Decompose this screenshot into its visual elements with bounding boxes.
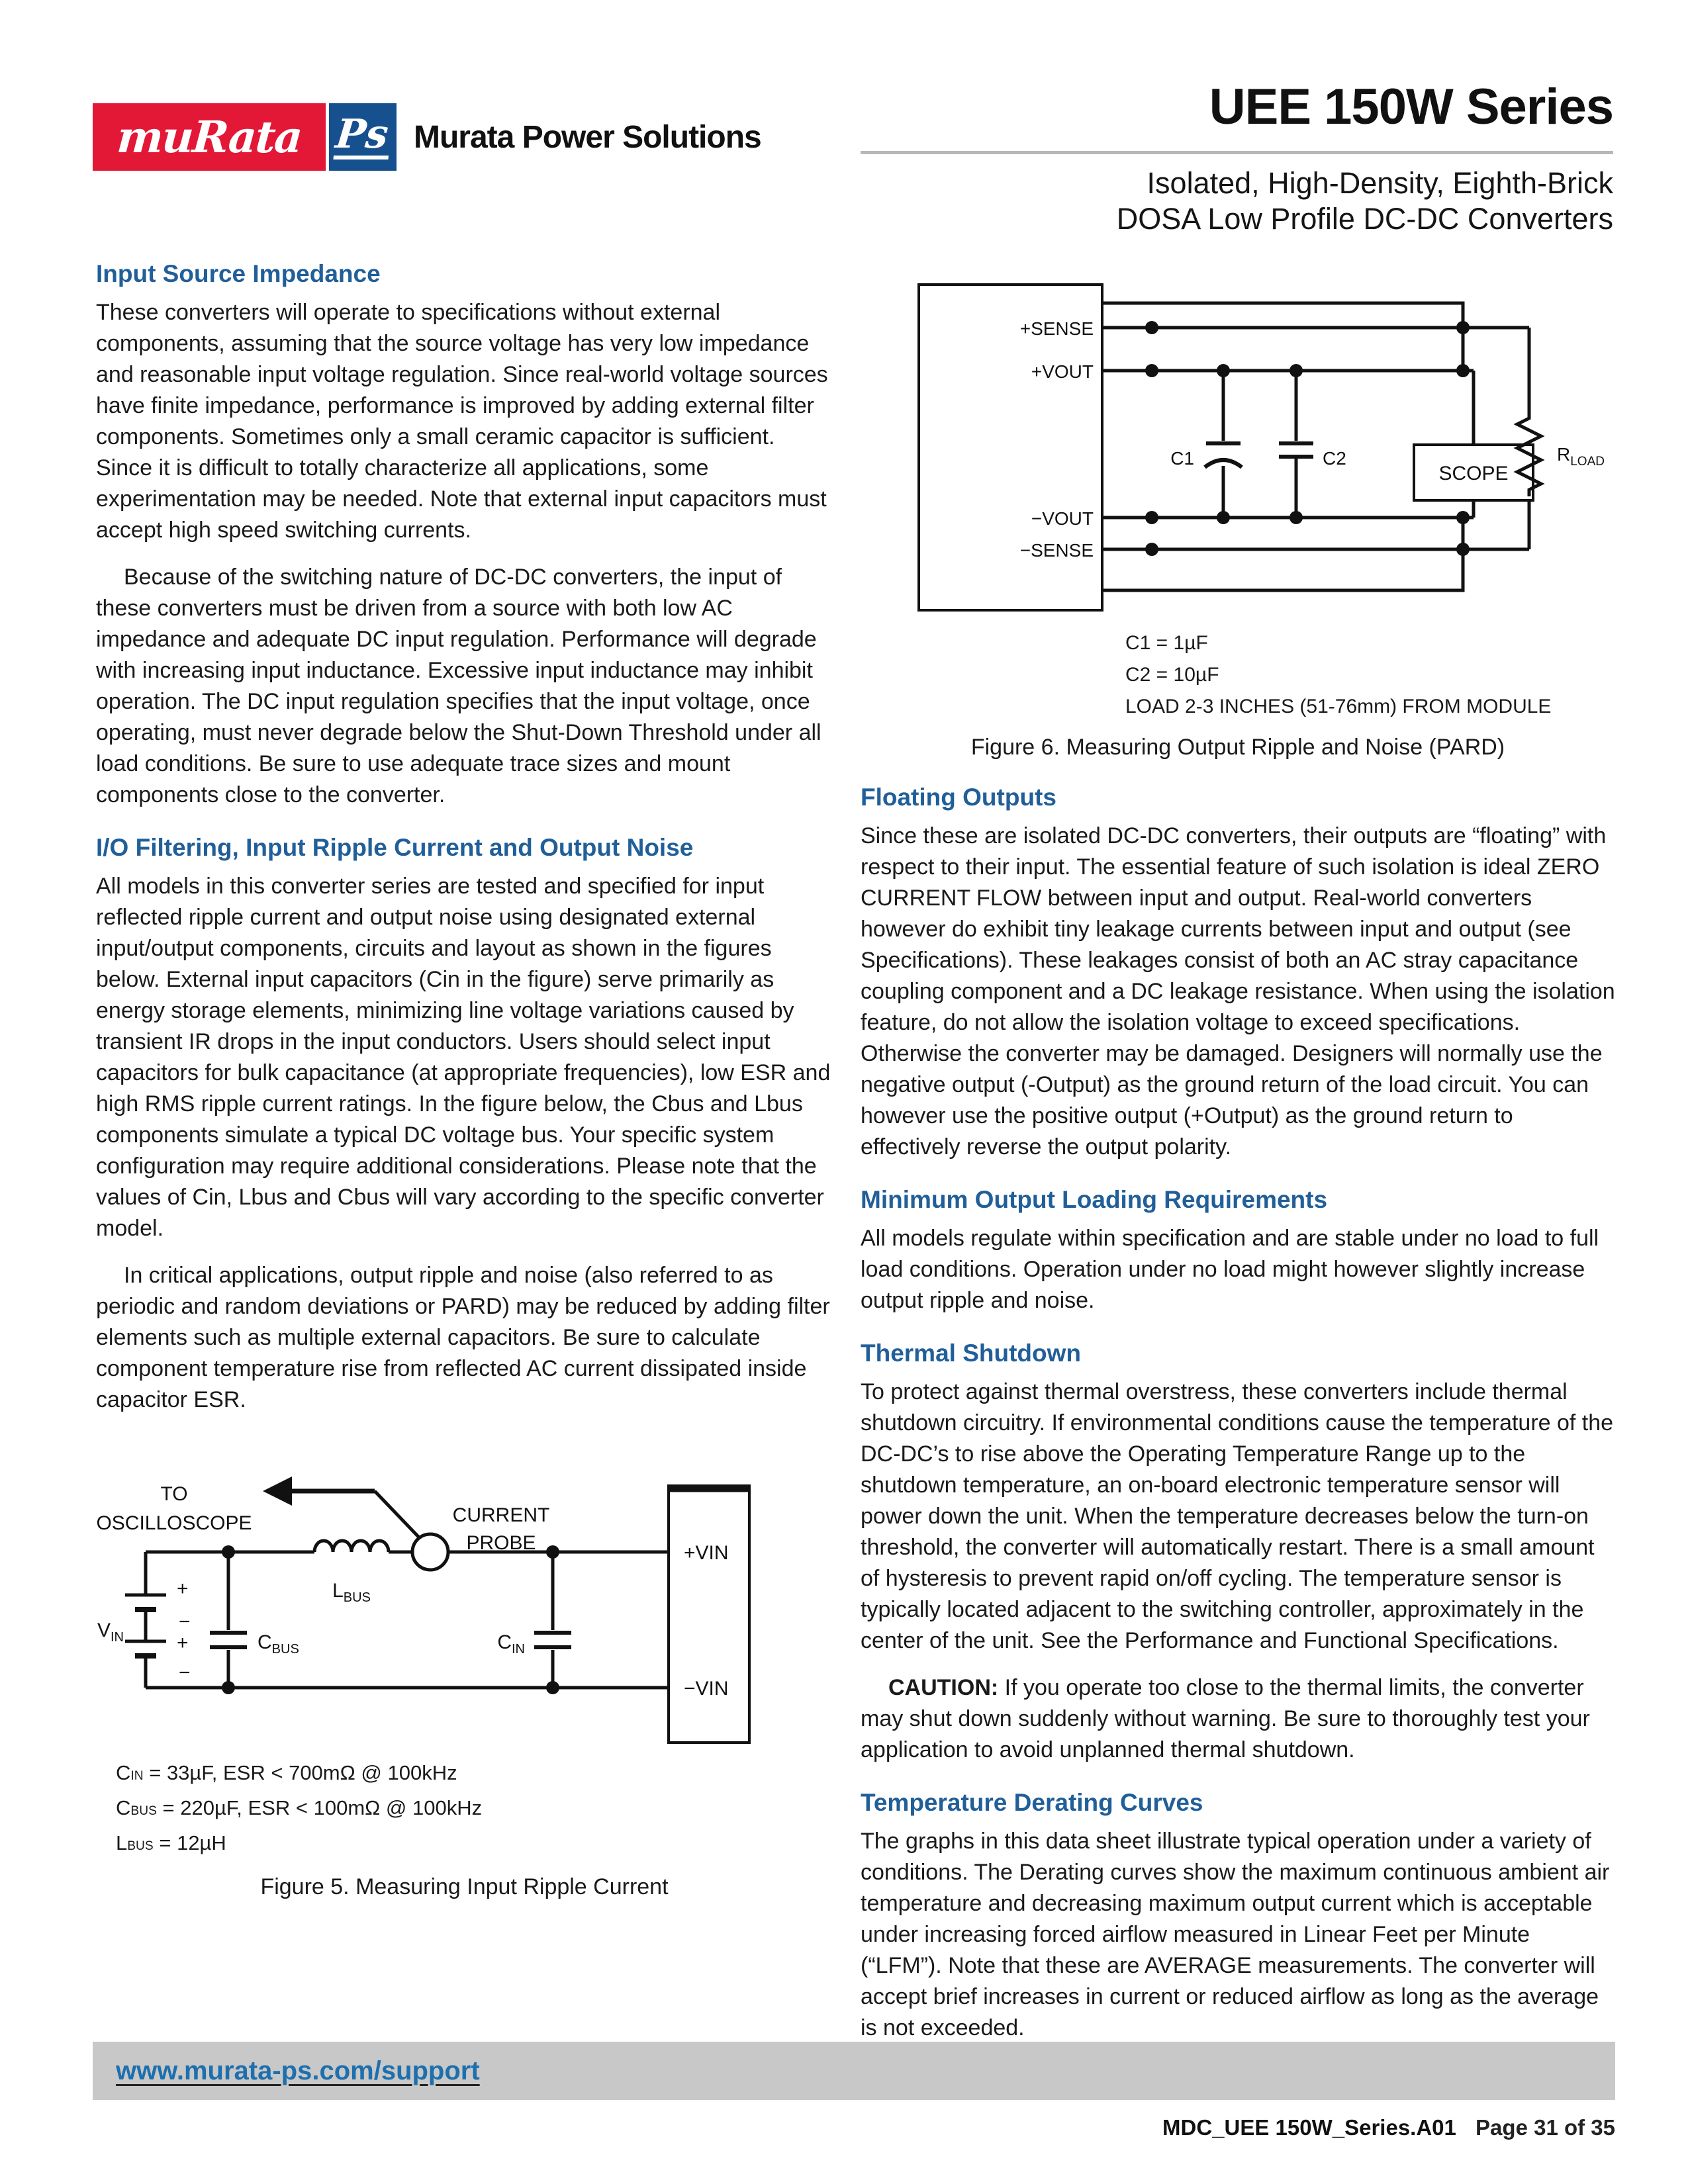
module-pin-pos-vin: +VIN — [684, 1542, 729, 1564]
caution-text: If you operate too close to the thermal limits, the converter may shut down suddenly without warning. Be sure to thoroughly test your application to avoid unplanned thermal shutdown. — [861, 1675, 1590, 1762]
pin-plus-sense: +SENSE — [1019, 318, 1094, 339]
figure5-caption: Figure 5. Measuring Input Ripple Current — [260, 1874, 669, 1899]
note-line: C2 = 10µF — [1125, 664, 1219, 686]
page-subtitle — [1117, 165, 1613, 237]
battery-plus-1: + — [177, 1578, 189, 1600]
c1-label: C1 — [1170, 448, 1194, 469]
figure6-output-ripple-diagram — [914, 278, 1615, 622]
paragraph-io-filtering-1: All models in this converter series are tested and specified for input reflected ripple current and output noise using designated external input/output components, circuits and layout as shown in the figures below. External input capacitors (Cin in the figure) serve primarily as energy storage elements, minimizing line voltage variations caused by transient IR drops in the input conductors. Users should select input capacitors for bulk capacitance (at appropriate frequencies), low ESR and high RMS ripple current ratings. In the figure below, the Cbus and Lbus components simulate a typical DC voltage bus. Your specific system configuration may require additional considerations. Please note that the values of Cin, Lbus and Cbus will vary according to the specific converter model. — [96, 874, 831, 1241]
support-link[interactable]: www.murata-ps.com/support — [116, 2056, 480, 2085]
current-probe-label-1: CURRENT — [452, 1504, 550, 1526]
logo-ps-box — [329, 103, 397, 171]
heading-floating-outputs: Floating Outputs — [861, 784, 1056, 811]
logo-script-text: muRata — [115, 111, 303, 163]
junction-dots — [222, 1545, 559, 1694]
murata-logo — [93, 103, 761, 171]
heading-thermal-shutdown: Thermal Shutdown — [861, 1340, 1081, 1367]
paragraph-min-output-loading: All models regulate within specification and are stable under no load to full load conditions. Operation under no load might however slightly increase output ripple and noise. — [861, 1226, 1599, 1313]
battery-plus-2: + — [177, 1632, 189, 1654]
pin-minus-vout: −VOUT — [1031, 508, 1094, 529]
c2-label: C2 — [1323, 448, 1346, 469]
junction-dots — [1145, 321, 1470, 556]
scope-arrow-head — [263, 1477, 292, 1506]
note-line: CIN = 33µF, ESR < 700mΩ @ 100kHz — [116, 1761, 457, 1784]
cbus-label: $C_{BUS}$ — [258, 1631, 299, 1657]
paragraph-thermal-shutdown: To protect against thermal overstress, these converters include thermal shutdown circuitry. If environmental conditions cause the temperature of the DC-DC’s to rise above the Operating Temperature Range up to the shutdown temperature, an on-board electronic temperature sensor will power down the unit. When the temperature decreases below the turn-on threshold, the converter will automatically restart. There is a small amount of hysteresis to prevent rapid on/off cycling. The temperature sensor is typically located adjacent to the switching controller, approximately in the center of the unit. See the Performance and Functional Specifications. — [861, 1379, 1614, 1653]
subtitle-line-2: DOSA Low Profile DC-DC Converters — [1116, 202, 1613, 236]
heading-io-filtering: I/O Filtering, Input Ripple Current and Output Noise — [96, 834, 694, 861]
probe-lead — [375, 1491, 420, 1538]
logo-red-box — [93, 103, 326, 171]
pin-plus-vout: +VOUT — [1031, 361, 1094, 382]
figure5-notes — [116, 1757, 833, 1862]
doc-id: MDC_UEE 150W_Series.A01 — [1162, 2115, 1456, 2140]
note-line: LOAD 2-3 INCHES (51-76mm) FROM MODULE — [1125, 696, 1552, 717]
heading-temperature-derating: Temperature Derating Curves — [861, 1789, 1203, 1816]
paragraph-temperature-derating: The graphs in this data sheet illustrate typical operation under a variety of conditions. The Derating curves show the maximum continuous ambient air temperature and decreasing maximum output current which is acceptable under increasing forced airflow measured in Linear Feet per Minute (“LFM”). Note that these are AVERAGE measurements. The converter will accept brief increases in current or reduced airflow as long as the average is not exceeded. — [861, 1829, 1610, 2040]
battery-minus-1: − — [179, 1611, 191, 1633]
page-number: Page 31 of 35 — [1476, 2115, 1615, 2140]
logo-wordmark: Murata Power Solutions — [414, 119, 761, 155]
figure6-notes — [1125, 627, 1615, 723]
battery-symbol — [125, 1595, 166, 1656]
note-line: C1 = 1µF — [1125, 632, 1208, 654]
heading-min-output-loading: Minimum Output Loading Requirements — [861, 1186, 1328, 1213]
current-probe-label-2: PROBE — [466, 1532, 536, 1554]
footer-doc-line — [1162, 2115, 1615, 2140]
to-oscilloscope-label-1: TO — [160, 1483, 188, 1505]
scope-label: SCOPE — [1438, 463, 1509, 484]
figure5-wires — [146, 1552, 669, 1688]
lbus-label: $L_{BUS}$ — [332, 1580, 371, 1605]
c2-capacitor — [1279, 443, 1313, 457]
footer-bar — [93, 2042, 1615, 2100]
module-box — [669, 1486, 749, 1743]
module-pin-neg-vin: −VIN — [684, 1678, 729, 1700]
battery-minus-2: − — [179, 1662, 191, 1684]
to-oscilloscope-label-2: OSCILLOSCOPE — [96, 1512, 252, 1534]
c1-capacitor — [1205, 443, 1242, 467]
note-line: LBUS = 12µH — [116, 1831, 226, 1854]
paragraph-floating-outputs: Since these are isolated DC-DC converters, their outputs are “floating” with respect to their input. The essential feature of such isolation is ideal ZERO CURRENT FLOW between input and output. Real-world converters however do exhibit tiny leakage currents between input and output (see Specifications). These leakages consist of both an AC stray capacitance coupling component and a DC leakage resistance. When using the isolation feature, do not allow the isolation voltage to exceed specifications. Otherwise the converter may be damaged. Designers will normally use the negative output (-Output) as the ground return of the load circuit. You can however use the positive output (+Output) as the ground return to effectively reverse the output polarity. — [861, 823, 1615, 1160]
lbus-inductor — [314, 1541, 389, 1552]
figure6-caption: Figure 6. Measuring Output Ripple and Noise (PARD) — [970, 735, 1505, 760]
cin-capacitor — [534, 1633, 571, 1647]
page-title: UEE 150W Series — [1209, 79, 1613, 135]
rload-label: $R_{LOAD}$ — [1557, 444, 1605, 469]
right-column — [861, 278, 1615, 2060]
paragraph-caution — [861, 1672, 1615, 1766]
vin-source-label: $V_{IN}$ — [97, 1619, 124, 1645]
pin-minus-sense: −SENSE — [1019, 540, 1094, 561]
paragraph-io-filtering-2: In critical applications, output ripple and noise (also referred to as periodic and random deviations or PARD) may be reduced by adding filter elements such as multiple external capacitors. Be sure to calculate component temperature rise from reflected AC current dissipated inside capacitor ESR. — [96, 1263, 830, 1412]
note-line: CBUS = 220µF, ESR < 100mΩ @ 100kHz — [116, 1796, 483, 1819]
cin-label: $C_{IN}$ — [497, 1631, 525, 1657]
heading-input-source-impedance: Input Source Impedance — [96, 260, 381, 287]
current-probe-symbol — [412, 1534, 448, 1570]
logo-ps-text: Ps — [333, 114, 393, 159]
subtitle-line-1: Isolated, High-Density, Eighth-Brick — [1147, 166, 1613, 200]
cbus-capacitor — [210, 1633, 247, 1647]
left-column — [96, 259, 833, 1900]
paragraph-input-impedance-2: Because of the switching nature of DC-DC converters, the input of these converters must be driven from a source with both low AC impedance and adequate DC input regulation. Performance will degrade with increasing input inductance. Excessive input inductance may inhibit operation. The DC input regulation specifies that the input voltage, once operating, must never degrade below the Shut-Down Threshold under all load conditions. Be sure to use adequate trace sizes and mount components close to the converter. — [96, 565, 821, 807]
paragraph-input-impedance-1: These converters will operate to specifications without external components, assuming that the source voltage has very low impedance and reasonable input voltage regulation. Since real-world voltage sources have finite impedance, performance is improved by adding external filter components. Sometimes only a small ceramic capacitor is sufficient. Since it is difficult to totally characterize all applications, some experimentation may be needed. Note that external input capacitors must accept high speed switching currents. — [96, 300, 828, 543]
figure5-input-ripple-diagram — [96, 1459, 765, 1751]
title-divider — [861, 151, 1613, 154]
caution-label: CAUTION: — [888, 1675, 999, 1700]
